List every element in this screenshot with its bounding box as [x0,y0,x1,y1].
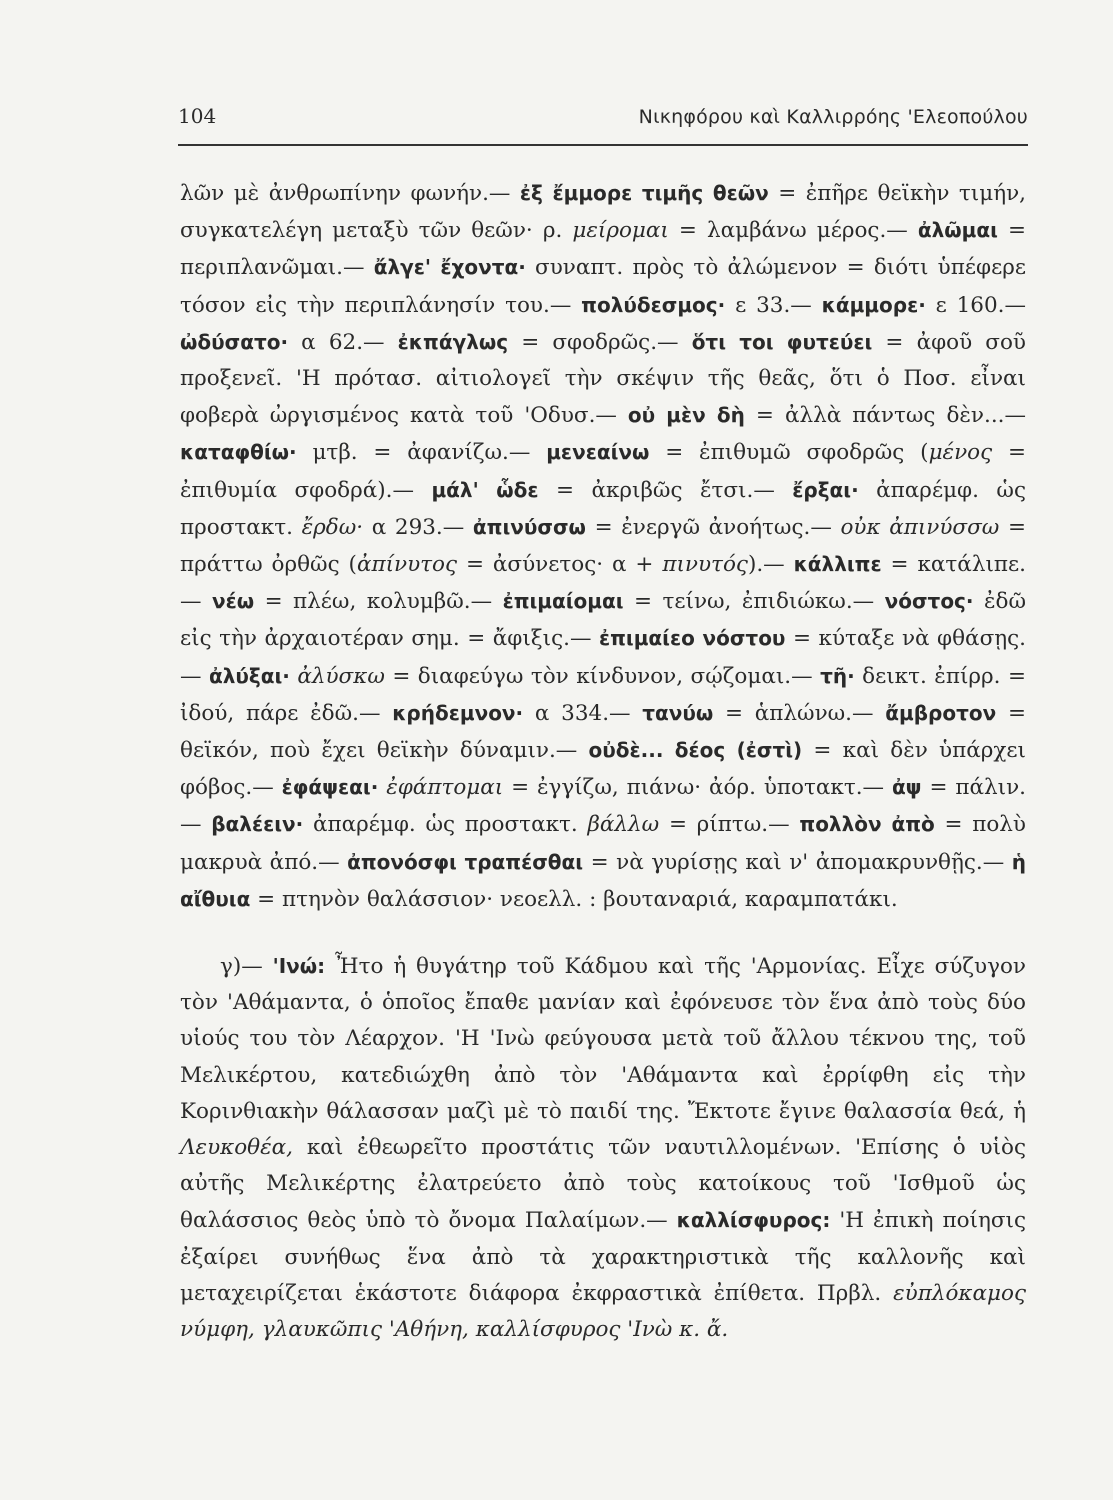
text-run: 'Η ἐπικὴ ποίησις ἐξαίρει συνήθως ἕνα ἀπὸ τὰ χαρακτηριστικὰ τῆς καλλονῆς καὶ μεταχειρίζεται ἑκάστοτε διάφορα ἐκφραστικὰ ἐπίθετα. Πρβλ. [180,1208,1026,1306]
paragraph-ino [180,948,1026,1348]
lemma-term: κρήδεμνον· [392,700,524,725]
lemma-term: ἔρξαι· [792,477,859,502]
text-run: = νὰ γυρίσῃς καὶ ν' ἀπομακρυνθῇς.— [583,849,1012,875]
lemma-term: 'Ινώ: [272,954,326,979]
lemma-term: ἐξ ἔμμορε τιμῆς θεῶν [519,181,769,205]
italic-term: Λευκοθέα, [180,1135,294,1161]
text-run: = πλέω, κολυμβῶ.— [254,589,503,615]
lemma-term: κάλλιπε [793,552,882,577]
text-run: ε 33.— [725,292,822,318]
text-run: = πάλιν.— [180,775,1026,838]
text-run: καὶ ἐθεωρεῖτο προστάτις τῶν ναυτιλλομένων. 'Επίσης ὁ υἱὸς αὐτῆς Μελικέρτης ἐλατρεύετο ἀπὸ τοὺς κατοίκους τοῦ 'Ισθμοῦ ὡς θαλάσσιος θεὸς ὑπὸ τὸ ὄνομα Παλαίμων.— [180,1135,1026,1234]
text-run: α 334.— [523,700,643,726]
text-run: δεικτ. ἐπίρρ. = ἰδού, πάρε ἐδῶ.— [180,663,1026,726]
text-run: = διαφεύγω τὸν κίνδυνον, σῴζομαι.— [384,663,821,689]
text-run: γ)— [220,954,273,980]
text-run: ).— [747,552,794,578]
text-run: = κατάλιπε.— [180,552,1026,615]
text-run: ἐδῶ εἰς τὴν ἀρχαιοτέραν σημ. = ἄφιξις.— [180,589,1026,652]
lemma-term: ἄλγε' ἔχοντα· [373,255,526,280]
lemma-term: μενεαίνω [546,440,650,465]
lemma-term: νόστος· [884,589,974,614]
text-run: = ἐπιθυμῶ σφοδρῶς ( [649,440,929,466]
text-run: = ἐπιθυμία σφοδρά).— [180,440,1026,503]
lemma-term: ἐπιμαίεο νόστου [598,626,786,651]
page-header [178,104,1028,128]
italic-term: πινυτός [662,552,748,578]
lemma-term: καταφθίω· [180,440,297,465]
text-run: = ἐγγίζω, πιάνω· ἀόρ. ὑποτακτ.— [503,775,892,801]
italic-term: ἀλύσκω [297,663,385,689]
text-run: = ἐνεργῶ ἀνοήτως.— [585,514,841,540]
header-rule [178,144,1028,146]
text-run: = ἐπῆρε θεϊκὴν τιμήν, συγκατελέγη μεταξὺ τῶν θεῶν· ρ. [180,181,1026,244]
lemma-term: ἀψ [891,775,922,800]
lemma-term: τανύω [642,700,714,725]
text-run: μτβ. = ἀφανίζω.— [296,440,547,466]
lemma-term: ὠδύσατο· [180,329,289,354]
text-run: α 62.— [288,329,398,355]
text-run: = σφοδρῶς.— [508,329,692,355]
lemma-term: καλλίσφυρος: [676,1208,831,1233]
text-run: = περιπλανῶμαι.— [180,218,1026,281]
text-run: = ἀκριβῶς ἔτσι.— [538,477,793,503]
italic-term: μένος [928,440,993,466]
italic-term: βάλλω [587,812,660,838]
paragraph-glossary [180,175,1026,918]
lemma-term: ἀπινύσσω [472,514,586,539]
lemma-term: πολύδεσμος· [581,292,726,317]
text-run: = ρίπτω.— [659,812,800,838]
lemma-term: οὐ μὲν δὴ [627,403,745,428]
text-run: = ἁπλώνω.— [713,700,886,726]
lemma-term: οὐδὲ... δέος (ἐστὶ) [588,738,803,763]
text-run: = ἀλλὰ πάντως δὲν...— [744,403,1026,429]
lemma-term: νέω [211,589,255,614]
text-run: = ἀφοῦ σοῦ προξενεῖ. 'Η πρότασ. αἰτιολογεῖ τὴν σκέψιν τῆς θεᾶς, ὅτι ὁ Ποσ. εἶναι φοβερὰ ὠργισμένος κατὰ τοῦ 'Οδυσ.— [180,329,1026,429]
lemma-term: ἡ αἴθυια [180,849,1026,911]
lemma-term: ἐφάψεαι· [281,775,379,800]
lemma-term: ἐπιμαίομαι [502,589,624,614]
lemma-term: ἀλῶμαι [917,218,998,243]
text-run: = τείνω, ἐπιδιώκω.— [623,589,885,615]
text-run: = πολὺ μακρυὰ ἀπό.— [180,812,1026,875]
text-run: συναπτ. πρὸς τὸ ἀλώμενον = διότι ὑπέφερε τόσον εἰς τὴν περιπλάνησίν του.— [180,255,1026,318]
text-run: = καὶ δὲν ὑπάρχει φόβος.— [180,738,1026,801]
italic-term: ἀπίνυτος [356,552,458,578]
text-run: α 293.— [363,514,473,540]
text-run: = πράττω ὀρθῶς ( [180,514,1026,578]
italic-term: ἔρδω· [301,514,364,540]
text-run: ἀπαρέμφ. ὡς προστακτ. [303,812,588,838]
body-text [180,175,1026,1348]
text-run: ἀπαρέμφ. ὡς προστακτ. [180,477,1026,540]
lemma-term: κάμμορε· [821,292,926,317]
lemma-term: μάλ' ὧδε [431,477,539,502]
text-run: = ἀσύνετος· α + [457,552,663,578]
lemma-term: ὅτι τοι φυτεύει [691,329,873,354]
italic-term: εὐπλόκαμος νύμφη, γλαυκῶπις 'Αθήνη, καλλίσφυρος 'Ινὼ κ. ἄ. [180,1280,1026,1343]
lemma-term: τῆ· [820,663,855,688]
italic-term: μείρομαι [572,218,669,244]
text-run: = κύταξε νὰ φθάσῃς.— [180,626,1027,689]
italic-term: ἐφάπτομαι [386,775,504,801]
lemma-term: πολλὸν ἀπὸ [799,812,935,837]
text-run: ε 160.— [925,292,1026,318]
running-title: Νικηφόρου καὶ Καλλιρρόης 'Ελεοπούλου [638,106,1028,128]
text-run: = θεϊκόν, ποὺ ἔχει θεϊκὴν δύναμιν.— [180,700,1026,764]
page-number: 104 [178,104,217,128]
text-run: Ἦτο ἡ θυγάτηρ τοῦ Κάδμου καὶ τῆς 'Αρμονίας. Εἶχε σύζυγον τὸν 'Αθάμαντα, ὁ ὁποῖος ἔπαθε μανίαν καὶ ἐφόνευσε τὸν ἕνα ἀπὸ τοὺς δύο υἱούς του τὸν Λέαρχον. 'Η 'Ινὼ φεύγουσα μετὰ τοῦ ἄλλου τέκνου της, τοῦ Μελικέρτου, κατεδιώχθη ἀπὸ τὸν 'Αθάμαντα καὶ ἐρρίφθη εἰς τὴν Κορινθιακὴν θάλασσαν μαζὶ μὲ τὸ παιδί της. Ἔκτοτε ἔγινε θαλασσία θεά, ἡ [180,954,1026,1124]
lemma-term: ἐκπάγλως [397,329,509,354]
lemma-term: ἄμβροτον [885,700,997,725]
lemma-term: ἀπονόσφι τραπέσθαι [347,849,584,874]
lemma-term: βαλέειν· [211,812,304,837]
text-run: λῶν μὲ ἀνθρωπίνην φωνήν.— [180,181,520,206]
italic-term: οὐκ ἀπινύσσω [840,514,1000,540]
text-run: = λαμβάνω μέρος.— [668,218,918,244]
lemma-term: ἀλύξαι· [208,663,290,688]
text-run: = πτηνὸν θαλάσσιον· νεοελλ. : βουταναριά, καραμπατάκι. [250,886,898,912]
